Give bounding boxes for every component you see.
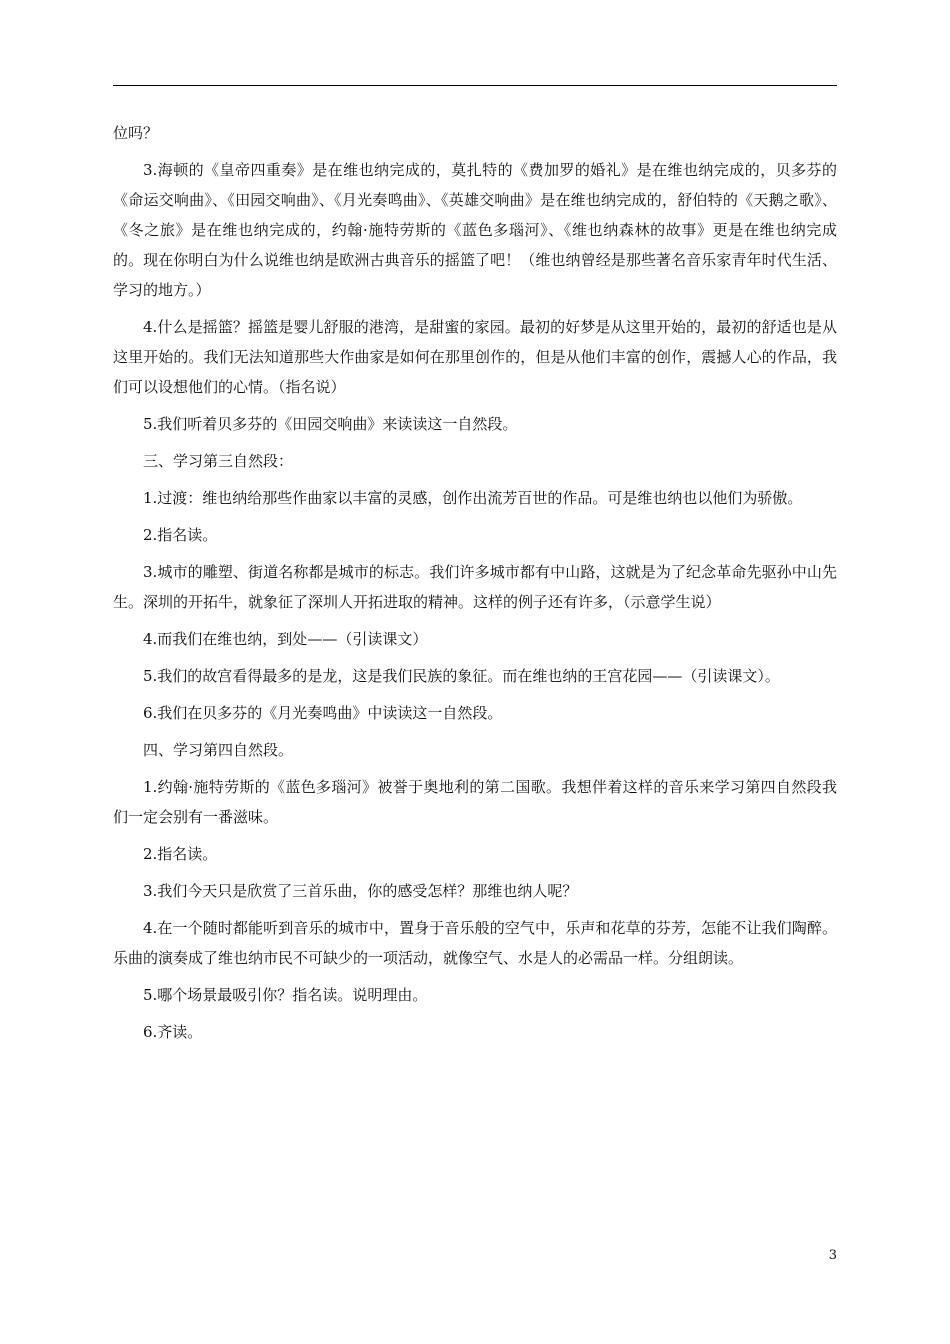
paragraph: 5.我们听着贝多芬的《田园交响曲》来读读这一自然段。 bbox=[143, 415, 518, 433]
paragraph: 4.在一个随时都能听到音乐的城市中，置身于音乐般的空气中，乐声和花草的芬芳，怎能不让我们陶醉。乐曲的演奏成了维也纳市民不可缺少的一项活动，就像空气、水是人的必需品一样。分组朗读。 bbox=[113, 919, 837, 967]
header-rule bbox=[113, 85, 837, 86]
paragraph: 1.约翰·施特劳斯的《蓝色多瑙河》被誉于奥地利的第二国歌。我想伴着这样的音乐来学习第四自然段我们一定会别有一番滋味。 bbox=[113, 778, 837, 826]
paragraph: 6.齐读。 bbox=[143, 1023, 203, 1041]
paragraph: 4.而我们在维也纳，到处——（引读课文） bbox=[143, 630, 428, 648]
paragraph: 1.过渡：维也纳给那些作曲家以丰富的灵感，创作出流芳百世的作品。可是维也纳也以他们为骄傲。 bbox=[143, 489, 803, 507]
paragraph: 6.我们在贝多芬的《月光奏鸣曲》中读读这一自然段。 bbox=[143, 704, 503, 722]
section-heading: 三、学习第三自然段： bbox=[143, 452, 294, 470]
body-text bbox=[113, 118, 837, 1054]
paragraph: 2.指名读。 bbox=[143, 526, 218, 544]
paragraph: 5.我们的故宫看得最多的是龙，这是我们民族的象征。而在维也纳的王宫花园——（引读课文）。 bbox=[143, 667, 780, 685]
page-number: 3 bbox=[828, 1248, 837, 1263]
paragraph: 3.海顿的《皇帝四重奏》是在维也纳完成的，莫扎特的《费加罗的婚礼》是在维也纳完成的，贝多芬的《命运交响曲》、《田园交响曲》、《月光奏鸣曲》、《英雄交响曲》是在维也纳完成的，舒伯特的《天鹅之歌》、《冬之旅》是在维也纳完成的，约翰·施特劳斯的《蓝色多瑙河》、《维也纳森林的故事》更是在维也纳完成的。现在你明白为什么说维也纳是欧洲古典音乐的摇篮了吧！（维也纳曾经是那些著名音乐家青年时代生活、学习的地方。） bbox=[113, 161, 837, 299]
paragraph: 5.哪个场景最吸引你？指名读。说明理由。 bbox=[143, 986, 428, 1004]
paragraph: 3.我们今天只是欣赏了三首乐曲，你的感受怎样？那维也纳人呢？ bbox=[143, 882, 578, 900]
section-heading: 四、学习第四自然段。 bbox=[143, 741, 294, 759]
paragraph: 位吗？ bbox=[113, 124, 159, 142]
paragraph: 4.什么是摇篮？摇篮是婴儿舒服的港湾，是甜蜜的家园。最初的好梦是从这里开始的，最初的舒适也是从这里开始的。我们无法知道那些大作曲家是如何在那里创作的，但是从他们丰富的创作，震撼人心的作品，我们可以设想他们的心情。（指名说） bbox=[113, 318, 837, 396]
paragraph: 3.城市的雕塑、街道名称都是城市的标志。我们许多城市都有中山路，这就是为了纪念革命先驱孙中山先生。深圳的开拓牛，就象征了深圳人开拓进取的精神。这样的例子还有许多，（示意学生说） bbox=[113, 563, 837, 611]
paragraph: 2.指名读。 bbox=[143, 845, 218, 863]
